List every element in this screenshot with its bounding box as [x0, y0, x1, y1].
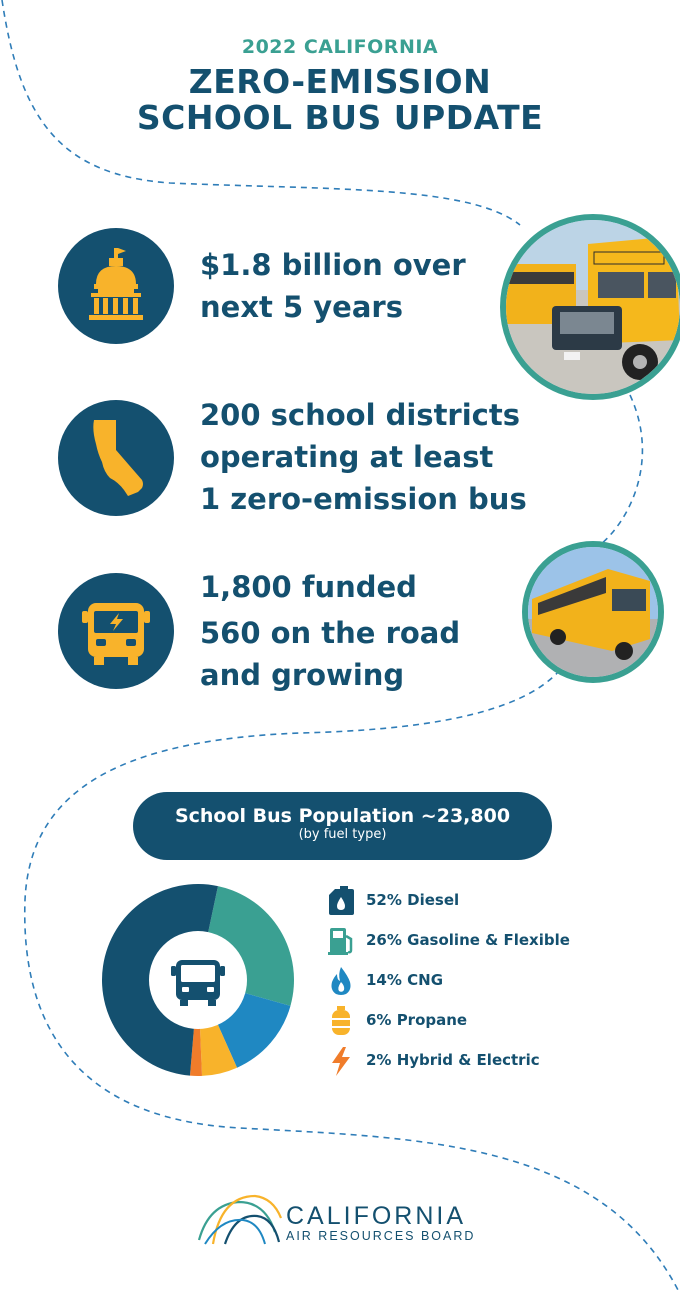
- propane-tank-icon: [326, 1006, 356, 1036]
- capitol-dome-icon: [58, 228, 174, 344]
- california-map-icon: [58, 400, 174, 516]
- stat-line: 1 zero-emission bus: [200, 482, 527, 516]
- school-bus-photo-1: [500, 214, 680, 400]
- title-line-1: ZERO-EMISSION: [188, 62, 492, 101]
- stat-districts: [200, 394, 527, 520]
- population-title: School Bus Population ~23,800: [174, 805, 511, 827]
- population-header: [133, 792, 552, 860]
- legend-label: 6% Propane: [366, 1011, 468, 1029]
- header-kicker: 2022 CALIFORNIA: [241, 36, 439, 58]
- stat-line: operating at least: [200, 440, 494, 474]
- fuel-can-icon: [326, 886, 356, 916]
- title-line-2: SCHOOL BUS UPDATE: [136, 98, 544, 137]
- legend-label: 26% Gasoline & Flexible: [366, 931, 570, 949]
- stat-california-circle: [58, 400, 174, 516]
- school-bus-icon: [171, 960, 225, 1006]
- fuel-type-donut-chart: [102, 884, 294, 1076]
- school-bus-photo: [528, 547, 658, 677]
- gas-pump-icon: [326, 926, 356, 956]
- stat-line: $1.8 billion over: [200, 248, 466, 282]
- lightning-bolt-icon: [326, 1046, 356, 1076]
- legend-label: 14% CNG: [366, 971, 443, 989]
- stat-capitol-circle: [58, 228, 174, 344]
- school-bus-photo-2: [522, 541, 664, 683]
- stat-line: next 5 years: [200, 290, 403, 324]
- stat-line: 1,800 funded: [200, 570, 417, 604]
- stat-buses: [200, 566, 460, 696]
- population-subtitle: (by fuel type): [298, 827, 387, 842]
- flame-icon: [326, 966, 356, 996]
- stat-funding: [200, 244, 466, 328]
- logo-subname: AIR RESOURCES BOARD: [286, 1229, 476, 1243]
- page-title: [0, 64, 680, 136]
- legend-label: 52% Diesel: [366, 891, 460, 909]
- stat-line: 200 school districts: [200, 398, 520, 432]
- stat-bus-circle: [58, 573, 174, 689]
- carb-logo-icon: [195, 1188, 285, 1246]
- logo-name: CALIFORNIA: [286, 1202, 467, 1230]
- legend-label: 2% Hybrid & Electric: [366, 1051, 540, 1069]
- electric-bus-icon: [58, 573, 174, 689]
- stat-line: 560 on the road: [200, 616, 461, 650]
- stat-line: and growing: [200, 658, 405, 692]
- school-bus-photo: [506, 220, 680, 394]
